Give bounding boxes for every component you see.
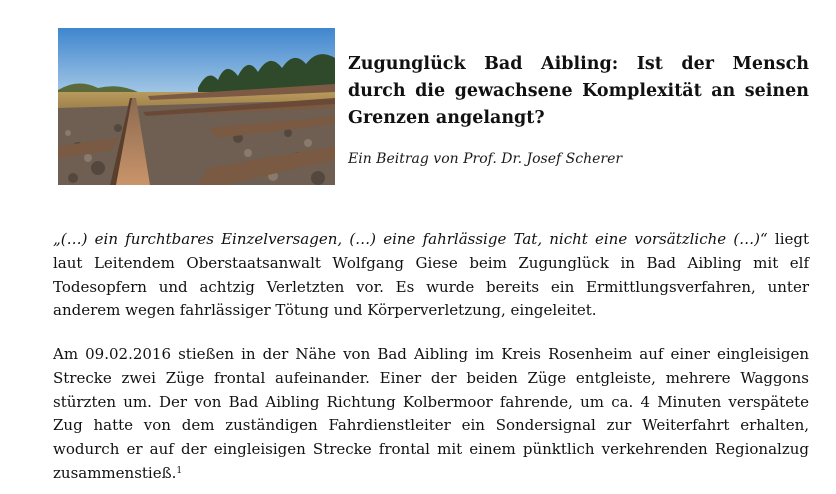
paragraph-1 [53,228,809,323]
article-byline: Ein Beitrag von Prof. Dr. Josef Scherer [348,151,623,167]
footnote-marker[interactable]: 1 [176,465,183,476]
prosecutor-quote: „(…) ein furchtbares Einzelversagen, (…) eine fahrlässige Tat, nicht eine vorsätzliche (…)“ [53,230,768,248]
article-title: Zugunglück Bad Aibling: Ist der Mensch durch die gewachsene Komplexität an seinen Grenzen angelangt? [348,54,809,128]
railway-track-photo [58,28,335,185]
paragraph-2-text: Am 09.02.2016 stießen in der Nähe von Bad Aibling im Kreis Rosenheim auf einer eingleisigen Strecke zwei Züge frontal aufeinander. Einer der beiden Züge entgleiste, mehrere Waggons stürzten um. Der von Bad Aibling Richtung Kolbermoor fahrende, um ca. 4 Minuten verspätete Zug hatte von dem zuständigen Fahrdienstleiter ein Sondersignal zur Weiterfahrt erhalten, wodurch er auf der eingleisigen Strecke frontal mit einem pünktlich verkehrenden Regionalzug zusammenstieß. [53,345,809,482]
paragraph-1-text: liegt laut Leitendem Oberstaatsanwalt Wolfgang Giese beim Zugunglück in Bad Aibling mit elf Todesopfern und achtzig Verletzten vor. Es wurde bereits ein Ermittlungsverfahren, unter anderem wegen fahrlässiger Tötung und Körperverletzung, eingeleitet. [53,230,809,320]
paragraph-2 [53,343,809,486]
